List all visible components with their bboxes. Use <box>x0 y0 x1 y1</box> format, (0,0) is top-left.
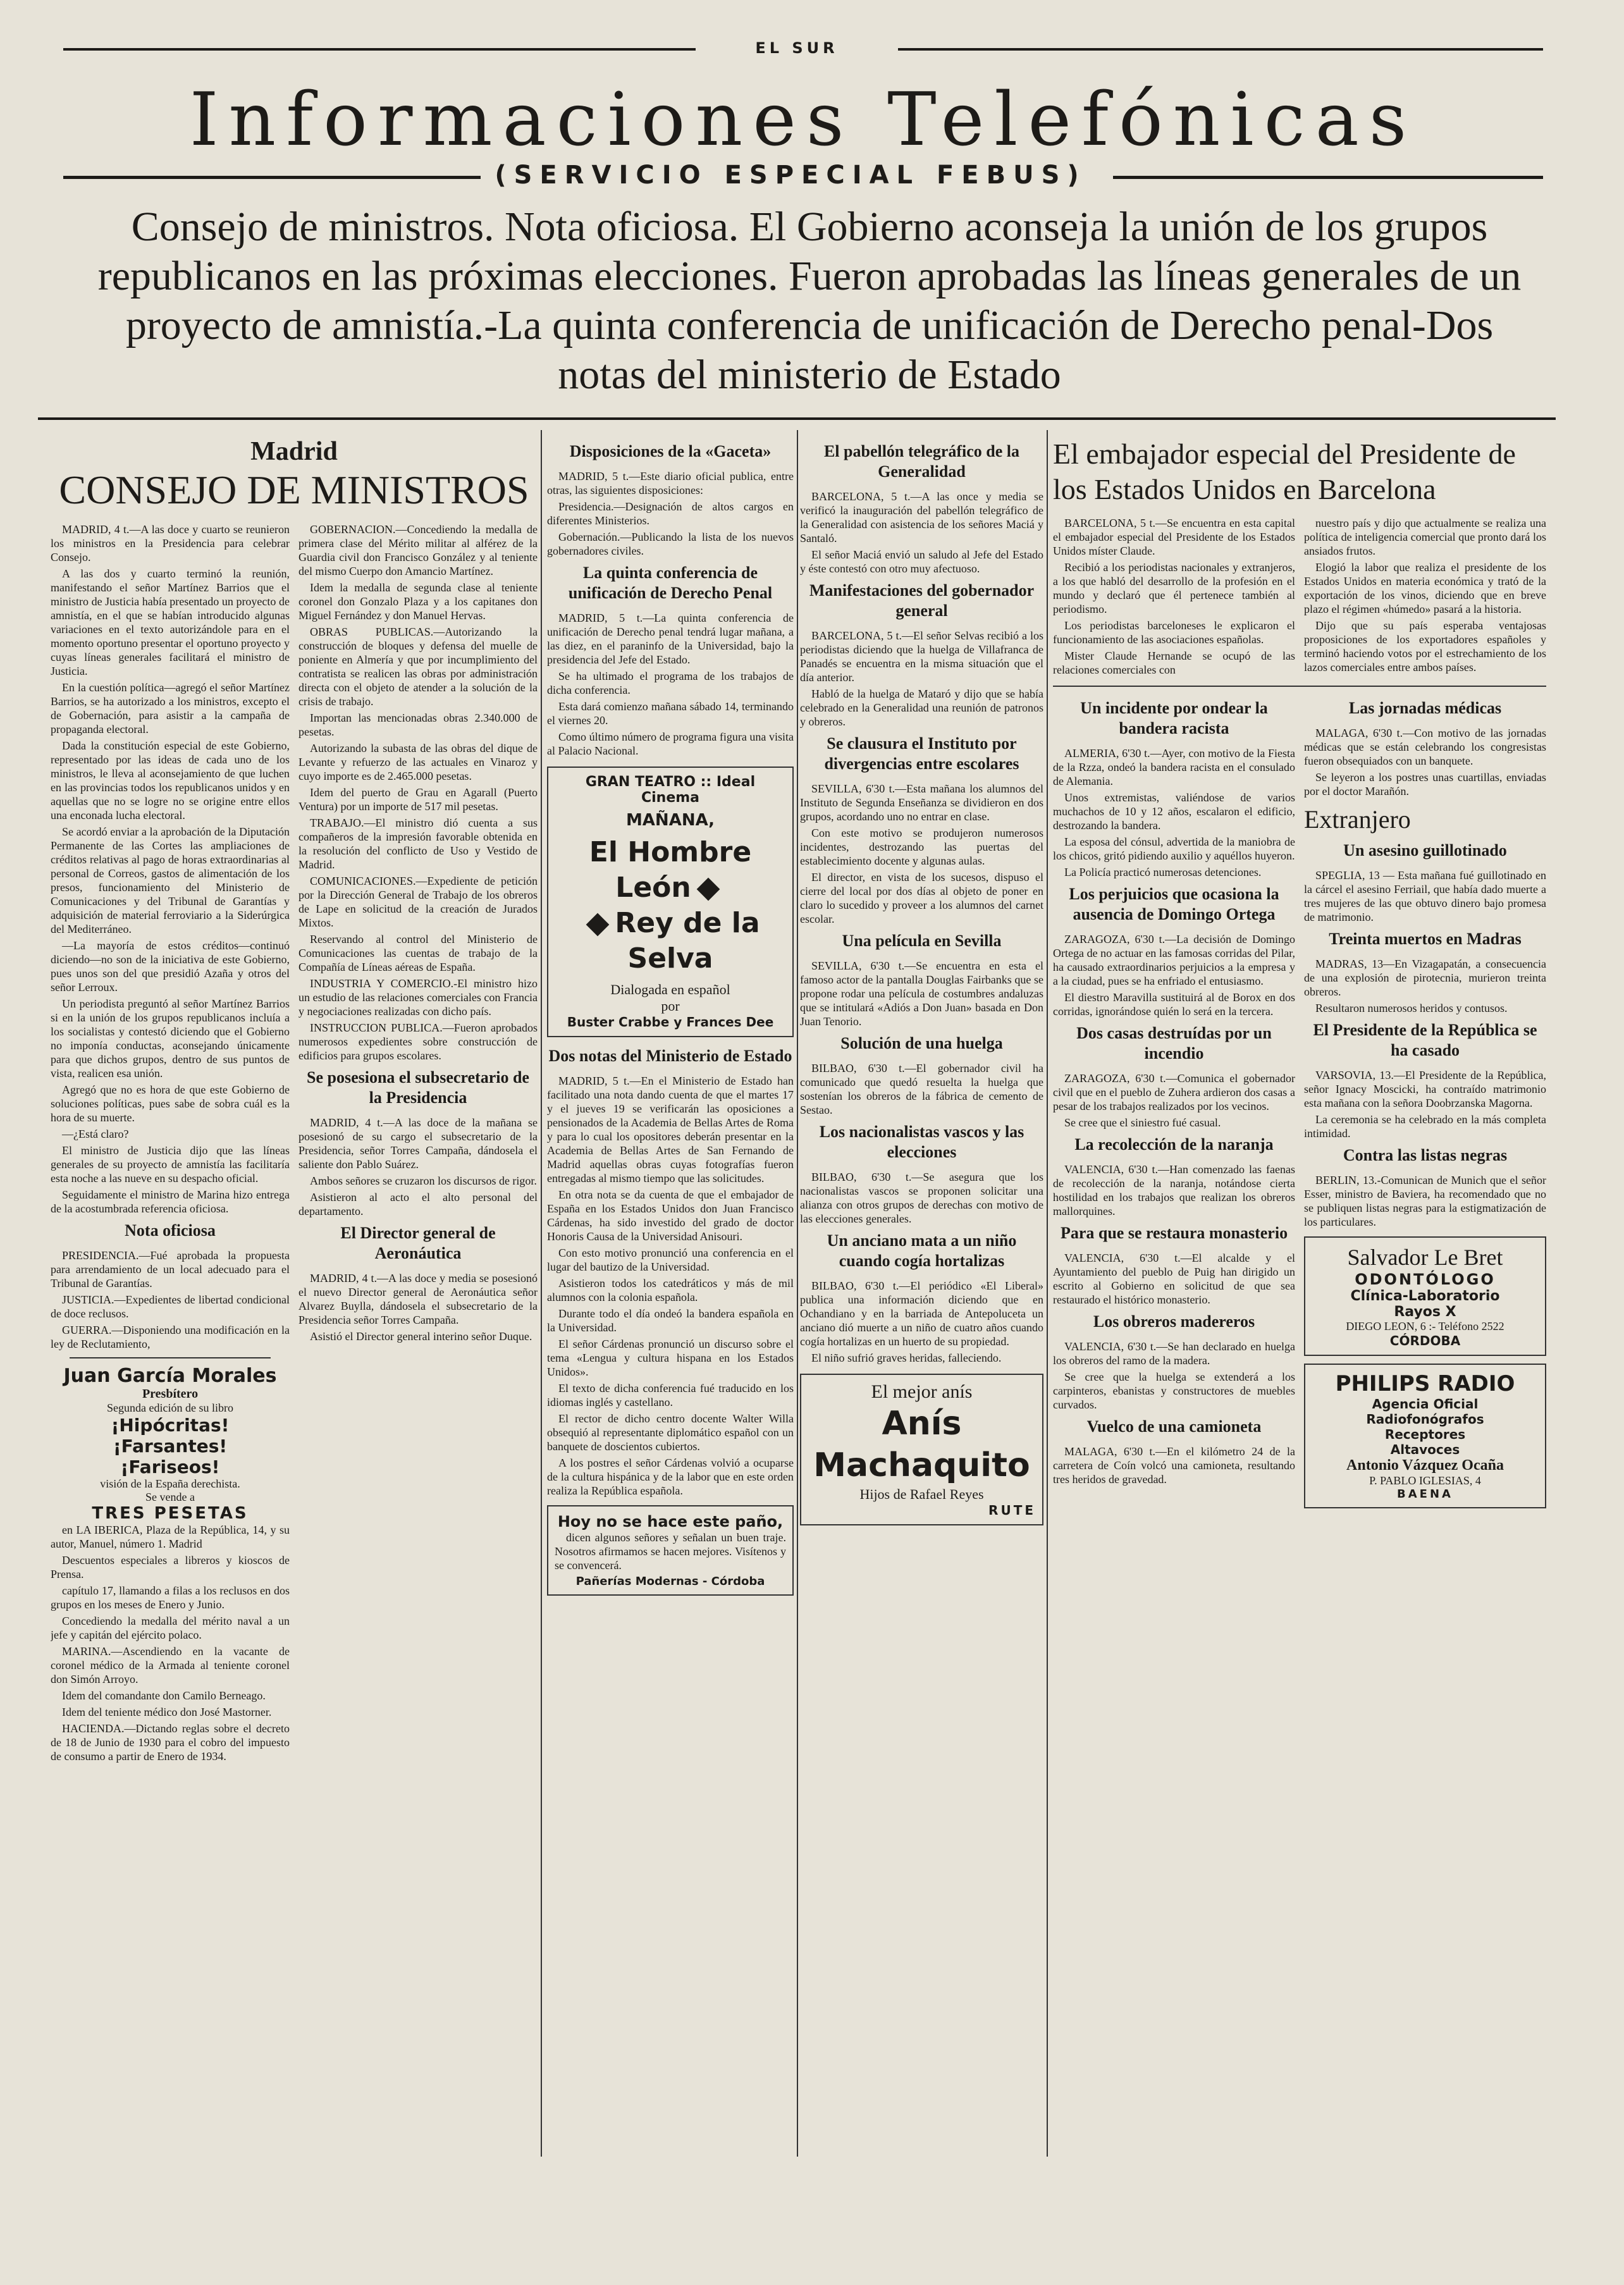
ad-language: Dialogada en español <box>610 982 730 997</box>
paragraph: SPEGLIA, 13 — Esta mañana fué guillotinado en la cárcel el asesino Ferriail, que había dado muerte a tres mujeres de las que obtuvo dinero bajo promesa de matrimonio. <box>1304 869 1546 923</box>
ad-description: visión de la España derechista. <box>100 1477 240 1490</box>
headline-rule <box>38 417 1556 420</box>
paragraph: Idem del teniente médico don José Mastorner. <box>62 1706 272 1718</box>
paragraph: La ceremonia se ha celebrado en la más completa intimidad. <box>1304 1113 1546 1140</box>
subtitle: (SERVICIO ESPECIAL FEBUS) <box>495 161 1086 190</box>
ad-sale: Se vende a <box>145 1491 195 1503</box>
paragraph: Mister Claude Hernande se ocupó de las relaciones comerciales con <box>1053 650 1295 676</box>
paragraph: Reservando al control del Ministerio de Comunicaciones las cuentas de trabajo de la Compañía de Líneas aéreas de España. <box>298 933 538 973</box>
paragraph: El texto de dicha conferencia fué traducido en los idiomas inglés y castellano. <box>547 1382 794 1408</box>
lead-left <box>1053 516 1295 679</box>
paragraph: El ministro de Justicia dijo que las líneas generales de su proyecto de amnistía las facilitaría esta noche a las nueve en su despacho oficial. <box>51 1144 290 1185</box>
paragraph: Se cree que el siniestro fué casual. <box>1064 1116 1221 1129</box>
paragraph: BILBAO, 6'30 t.—El periódico «El Liberal» publica una información diciendo que en Ochandiano y en la barriada de Antepoluceta un anciano dió muerte a un niño de cuatro años cuando cogía hortalizas en un huerto de su propiedad. <box>800 1279 1043 1348</box>
section-title: Disposiciones de la «Gaceta» <box>569 442 772 460</box>
paragraph: INDUSTRIA Y COMERCIO.-El ministro hizo un estudio de las relaciones comerciales con Francia y negociaciones realizadas con dicho país. <box>298 977 538 1018</box>
ad-when: MAÑANA, <box>625 811 715 830</box>
ad-city: CÓRDOBA <box>1389 1333 1461 1348</box>
paragraph: MADRID, 4 t.—A las doce y cuarto se reunieron los ministros en la Presidencia para celebrar Consejo. <box>51 523 290 564</box>
paragraphs <box>1053 1444 1295 1486</box>
subtitle-rule-right <box>1113 176 1543 179</box>
paragraph: Autorizando la subasta de las obras del dique de Levante y refuerzo de las actuales en Vinaroz y cuyo importe es de 2.465.000 pesetas. <box>298 742 538 782</box>
paragraph: Se ha ultimado el programa de los trabajos de dicha conferencia. <box>547 670 794 696</box>
paragraph: MADRID, 5 t.—La quinta conferencia de unificación de Derecho penal tendrá lugar mañana, a las diez, en el paraninfo de la Universidad, bajo la presidencia del Jefe del Estado. <box>547 612 794 666</box>
paragraph: Elogió la labor que realiza el presidente de los Estados Unidos en materia económica y trató de la exportación de los vinos, diciendo que en breve plazo el régimen «húmedo» pasará a la historia. <box>1304 561 1546 615</box>
madrid-paragraphs <box>51 522 290 1216</box>
paragraph: Importan las mencionadas obras 2.340.000 de pesetas. <box>298 711 538 738</box>
lead-right <box>1304 516 1546 679</box>
ad-brand: PHILIPS RADIO <box>1335 1371 1515 1396</box>
radio-advertisement <box>1304 1364 1546 1508</box>
paragraph: OBRAS PUBLICAS.—Autorizando la construcción de bloques y defensa del muelle de poniente en Almería y que por incumplimiento del contratista se realicen las obras por administración directa con el objeto de atender a la solución de la crisis de trabajo. <box>298 625 538 708</box>
paragraph: BILBAO, 6'30 t.—El gobernador civil ha comunicado que quedó resuelta la huelga que sostenían los obreros de la fábrica de cemento de Sestao. <box>800 1062 1043 1116</box>
right-columns <box>1053 693 1546 1508</box>
ad-film <box>555 906 786 976</box>
paragraph: Gobernación.—Publicando la lista de los nuevos gobernadores civiles. <box>547 531 794 557</box>
ad-line: ¡Farsantes! <box>113 1436 228 1457</box>
paragraphs <box>800 1061 1043 1117</box>
ad-city: BAENA <box>1397 1487 1453 1501</box>
film-title: Rey de la Selva <box>615 907 760 975</box>
section-title: El Director general de Aeronáutica <box>340 1224 496 1262</box>
paragraph: Con este motivo se produjeron numerosos incidentes, destrozando las puertas del establecimiento docente y algunas aulas. <box>800 827 1043 867</box>
ad-author: Juan García Morales <box>63 1365 277 1387</box>
section-title: Manifestaciones del gobernador general <box>809 581 1035 620</box>
main-headline: Consejo de ministros. Nota oficiosa. El Gobierno aconseja la unión de los grupos republicanos en las próximas elecciones. Fueron aprobadas las líneas generales de un proyecto de amnistía.-La quinta conferencia de unificación de Derecho penal-Dos notas del ministerio de Estado <box>97 204 1522 398</box>
section-title: El Presidente de la República se ha casado <box>1313 1021 1537 1059</box>
paragraph: Asistieron al acto el alto personal del departamento. <box>298 1191 538 1217</box>
paragraph: nuestro país y dijo que actualmente se realiza una política de inteligencia comercial que pronto dará los ansiados frutos. <box>1304 517 1546 557</box>
paragraph: VALENCIA, 6'30 t.—Se han declarado en huelga los obreros del ramo de la madera. <box>1053 1340 1295 1367</box>
paragraph: El señor Cárdenas pronunció un discurso sobre el tema «Lengua y cultura hispana en los Estados Unidos». <box>547 1338 794 1378</box>
ad-line: ¡Fariseos! <box>120 1457 220 1477</box>
gaceta-paragraphs <box>547 469 794 558</box>
ad-line: ¡Hipócritas! <box>111 1415 230 1436</box>
paragraph: Agregó que no es hora de que este Gobierno de soluciones políticas, pues sabe de sobra cuál es la hora de su muerte. <box>51 1083 290 1124</box>
ad-address: DIEGO LEON, 6 :- Teléfono 2522 <box>1346 1320 1504 1333</box>
paragraph: INSTRUCCION PUBLICA.—Fueron aprobados numerosos expedientes sobre construcción de edificios para grupos escolares. <box>298 1021 538 1062</box>
paragraph: BERLIN, 13.-Comunican de Munich que el señor Esser, ministro de Baviera, ha recomendado que no se publiquen listas negras para la estigmatización de los particulares. <box>1304 1174 1546 1228</box>
ad-edition: Segunda edición de su libro <box>107 1401 233 1414</box>
tailor-advertisement <box>547 1505 794 1596</box>
section-title: Los obreros madereros <box>1093 1312 1255 1331</box>
paragraph: En otra nota se da cuenta de que el embajador de España en los Estados Unidos don Juan Francisco Cárdenas, ha sido investido del grado de doctor Honoris Causa de la Universidad Anisouri. <box>547 1188 794 1243</box>
paragraph: MADRAS, 13—En Vizagapatán, a consecuencia de una explosión de pirotecnia, murieron treinta obreros. <box>1304 958 1546 998</box>
paragraph: MADRID, 4 t.—A las doce y media se posesionó el nuevo Director general de Aeronáutica señor Alvarez Buylla, dándosela el subsecretario de la Presidencia señor Torres Campaña. <box>298 1272 538 1326</box>
ad-role: Presbítero <box>142 1387 199 1401</box>
section-title: Los perjuicios que ocasiona la ausencia de Domingo Ortega <box>1069 885 1279 923</box>
column-rule <box>1047 430 1048 2157</box>
section-title: Dos casas destruídas por un incendio <box>1076 1024 1272 1062</box>
paragraph: VALENCIA, 6'30 t.—Han comenzado las faenas de recolección de la naranja, notándose cierta hostilidad en los trabajos que realizan los obreros mallorquines. <box>1053 1163 1295 1217</box>
ad-body: dicen algunos señores y señalan un buen traje. Nosotros afirmamos se hacen mejores. Visítenos y se convencerá. <box>555 1531 786 1572</box>
paragraph: HACIENDA.—Dictando reglas sobre el decreto de 18 de Junio de 1930 para el cobro del impuesto de consumo a partir de Enero de 1934. <box>51 1722 290 1763</box>
paragraph: Habló de la huelga de Mataró y dijo que se había celebrado en la Generalidad una reunión de patronos y obreros. <box>800 687 1043 728</box>
section-title: Una película en Sevilla <box>842 932 1002 950</box>
paragraph: GUERRA.—Disponiendo una modificación en la ley de Reclutamiento, <box>51 1324 290 1350</box>
masthead-rule-left <box>63 48 696 51</box>
paragraph: Con esto motivo pronunció una conferencia en el lugar del bautizo de la Universidad. <box>547 1247 794 1273</box>
paragraph: El diestro Maravilla sustituirá al de Borox en dos corridas, ignorándose quién lo será en la tercera. <box>1053 991 1295 1018</box>
masthead: EL SUR <box>755 39 839 57</box>
section-title: Para que se restaura monasterio <box>1060 1224 1288 1242</box>
paragraph: MALAGA, 6'30 t.—En el kilómetro 24 de la carretera de Coín volcó una camioneta, resultando tres heridos de gravedad. <box>1053 1445 1295 1486</box>
paragraph: Durante todo el día ondeó la bandera española en la Universidad. <box>547 1307 794 1334</box>
paragraph: Idem del comandante don Camilo Berneago. <box>62 1689 266 1702</box>
section-title: Un incidente por ondear la bandera racista <box>1080 699 1268 737</box>
paragraph: MADRID, 5 t.—En el Ministerio de Estado han facilitado una nota dando cuenta de que el martes 17 y el jueves 19 se verificarán las oposiciones a pensionados de la Academia de Bellas Artes de Roma y para lo cual los opositores deberán presentar en la Academia de Bellas Artes de San Fernando de Madrid aquellas obras cuyas fotografías fueron entregadas al mismo tiempo que las solicitudes. <box>547 1075 794 1185</box>
section-kicker: Madrid <box>250 437 338 466</box>
film-title: El Hombre León <box>589 836 752 904</box>
paragraph: ZARAGOZA, 6'30 t.—La decisión de Domingo Ortega de no actuar en las famosas corridas del Pilar, ha causado extraordinarios perjuicios a la empresa y a la ciudad, pues se ha enfriado el entusiasmo. <box>1053 933 1295 987</box>
paragraph: Como último número de programa figura una visita al Palacio Nacional. <box>547 730 794 757</box>
ad-top: El mejor anís <box>871 1381 973 1402</box>
ad-dealer: Antonio Vázquez Ocaña <box>1346 1457 1504 1474</box>
paragraph: BARCELONA, 5 t.—Se encuentra en esta capital el embajador especial del Presidente de los Estados Unidos míster Claude. <box>1053 517 1295 557</box>
paragraph: La Policía practicó numerosas detenciones. <box>1064 866 1262 878</box>
paragraph: Asistió el Director general interino señor Duque. <box>310 1330 532 1343</box>
paragraphs <box>800 490 1043 576</box>
conference-paragraphs <box>547 611 794 758</box>
paragraph: PRESIDENCIA.—Fué aprobada la propuesta para arrendamiento de un local adecuado para el Tribunal de Garantías. <box>51 1249 290 1290</box>
paragraphs <box>1053 1340 1295 1412</box>
section-title: Se clausura el Instituto por divergencias entre escolares <box>824 734 1019 773</box>
masthead-rule-right <box>898 48 1543 51</box>
paragraph: SEVILLA, 6'30 t.—Esta mañana los alumnos del Instituto de Segunda Enseñanza se dividieron en dos grupos, acordando uno no entrar en clase. <box>800 782 1043 823</box>
paragraph: Asistieron todos los catedráticos y más de mil alumnos con la colonia española. <box>547 1277 794 1303</box>
paragraph: TRABAJO.—El ministro dió cuenta a sus compañeros de la impresión favorable obtenida en la resolución del conflicto de Uso y Vestido de Madrid. <box>298 816 538 871</box>
paragraphs <box>1053 1251 1295 1307</box>
paragraphs <box>800 959 1043 1028</box>
divider <box>70 1357 271 1358</box>
paragraphs <box>1053 746 1295 879</box>
paragraph: La esposa del cónsul, advertida de la maniobra de los chicos, gritó pidiendo auxilio y aquéllos huyeron. <box>1053 835 1295 862</box>
paragraph: Los periodistas barceloneses le explicaron el funcionamiento de las asociaciones españolas. <box>1053 619 1295 646</box>
paragraphs <box>1304 1173 1546 1229</box>
section-title: Nota oficiosa <box>125 1221 216 1240</box>
paragraph: VARSOVIA, 13.—El Presidente de la República, señor Ignacy Moscicki, ha contraído matrimonio esta mañana con la señora Doobrzanska Magorna. <box>1304 1069 1546 1109</box>
paragraph: En la cuestión política—agregó el señor Martínez Barrios, se ha autorizado a los ministros, excepto el de Gobernación, para asistir a la campaña de propaganda electoral. <box>51 681 290 736</box>
paragraphs <box>1053 932 1295 1018</box>
paragraph: —¿Está claro? <box>62 1128 129 1140</box>
paragraph: ALMERIA, 6'30 t.—Ayer, con motivo de la Fiesta de la Rzza, ondeó la bandera racista en el consulado de Alemania. <box>1053 747 1295 787</box>
paragraph: El director, en vista de los sucesos, dispuso el cierre del local por dos días al objeto de poner en claro lo sucedido y proveer a los alumnos del carnet escolar. <box>800 871 1043 925</box>
page-title: Informaciones Telefónicas <box>189 77 1417 163</box>
estado-paragraphs <box>547 1074 794 1498</box>
right-col-right <box>1304 693 1546 1508</box>
paragraph: Idem la medalla de segunda clase al teniente coronel don Gonzalo Plaza y a los capitanes don Miguel Fernández y don Manuel Hervas. <box>298 581 538 622</box>
section-title: Treinta muertos en Madras <box>1329 930 1522 948</box>
paragraph: Idem del puerto de Grau en Agarall (Puerto Ventura) por un importe de 517 mil pesetas. <box>298 786 538 813</box>
paragraph: ZARAGOZA, 6'30 t.—Comunica el gobernador civil que en el pueblo de Zuhera ardieron dos casas a pesar de los trabajos realizados por los vecinos. <box>1053 1072 1295 1112</box>
paragraph: capítulo 17, llamando a filas a los reclusos en dos grupos en los meses de Enero y Junio. <box>51 1584 290 1611</box>
section-title: Se posesiona el subsecretario de la Presidencia <box>307 1068 529 1107</box>
diamond-icon <box>586 913 610 937</box>
ad-theater: GRAN TEATRO :: Ideal Cinema <box>585 774 756 806</box>
section-title: La quinta conferencia de unificación de Derecho Penal <box>568 564 773 602</box>
cinema-advertisement <box>547 767 794 1037</box>
paragraphs <box>1304 957 1546 1015</box>
section-title: Vuelco de una camioneta <box>1086 1417 1262 1436</box>
paragraph: Esta dará comienzo mañana sábado 14, terminando el viernes 20. <box>547 700 794 727</box>
diamond-icon <box>696 878 720 901</box>
ad-price: TRES PESETAS <box>92 1504 249 1523</box>
ad-line: Rayos X <box>1394 1304 1456 1320</box>
paragraphs <box>800 1170 1043 1226</box>
ad-film <box>555 835 786 906</box>
paragraphs <box>1304 868 1546 924</box>
paragraph: Un periodista preguntó al señor Martínez Barrios si en la unión de los grupos republicanos incluía a los socialistas y contestó diciendo que el Gobierno no imponía conductas, aconsejando únicamente para que dichos grupos, dentro de sus puntos de vista, realicen esa unión. <box>51 997 290 1080</box>
paragraph: COMUNICACIONES.—Expediente de petición por la Dirección General de Trabajo de los obreros de Lape en solicitud de la creación de Jurados Mixtos. <box>298 875 538 929</box>
right-col-left <box>1053 693 1295 1508</box>
paragraphs <box>1304 1068 1546 1140</box>
section-title: El pabellón telegráfico de la Generalidad <box>823 442 1020 481</box>
section-title: Las jornadas médicas <box>1348 699 1502 717</box>
paragraph: A las dos y cuarto terminó la reunión, manifestando el señor Martínez Barrios que el ministro de Justicia había presentado un proyecto de amnistía, en el que se habían introducido algunas variaciones en el texto autorizándole para en el momento oportuno presentar el oportuno proyecto y cuyas líneas generales facilitará el ministro de Justicia. <box>51 567 290 677</box>
section-title: Un asesino guillotinado <box>1343 841 1507 859</box>
paragraph: El señor Maciá envió un saludo al Jefe del Estado y éste contestó con otro muy afectuoso. <box>800 548 1043 575</box>
ad-maker: Hijos de Rafael Reyes <box>859 1486 984 1502</box>
ad-location: en LA IBERICA, Plaza de la República, 14, y su autor, Manuel, número 1. Madrid <box>51 1524 290 1550</box>
ad-headline: Hoy no se hace este paño, <box>557 1513 784 1531</box>
anis-advertisement <box>800 1374 1043 1525</box>
paragraph: BARCELONA, 5 t.—A las once y media se verificó la inauguración del pabellón telegráfico de la Generalidad con asistencia de los señores Maciá y Santaló. <box>800 490 1043 545</box>
paragraph: GOBERNACION.—Concediendo la medalla de primera clase del Mérito militar al alférez de la Guardia civil don Francisco González y al teniente del mismo Cuerpo don Amancio Martínez. <box>298 523 538 577</box>
paragraph: El niño sufrió graves heridas, falleciendo. <box>811 1352 1002 1364</box>
section-title: Contra las listas negras <box>1343 1146 1508 1164</box>
paragraph: Recibió a los periodistas nacionales y extranjeros, a los que habló del desarrollo de la profesión en el mundo y declaró que él pertenece también al periodismo. <box>1053 561 1295 615</box>
section-title: Dos notas del Ministerio de Estado <box>548 1047 792 1065</box>
ad-actors: Buster Crabbe y Frances Dee <box>567 1014 774 1030</box>
ad-discount: Descuentos especiales a libreros y kioscos de Prensa. <box>51 1554 290 1580</box>
paragraphs <box>1053 1162 1295 1218</box>
paragraph: El rector de dicho centro docente Walter Willa obsequió al representante diplomático español con un banquete de doscientos cubiertos. <box>547 1412 794 1453</box>
paragraphs <box>800 1279 1043 1365</box>
ad-line: Receptores <box>1384 1427 1466 1442</box>
section-title: CONSEJO DE MINISTROS <box>59 467 529 512</box>
paragraph: BARCELONA, 5 t.—El señor Selvas recibió a los periodistas diciendo que la huelga de Villafranca de Panadés se encuentra en la misma situación que el día anterior. <box>800 629 1043 684</box>
ad-brand: Anís Machaquito <box>813 1405 1030 1484</box>
nota-paragraphs <box>51 1248 290 1351</box>
paragraph: Concediendo la medalla del mérito naval a un jefe y capitán del ejército polaco. <box>51 1615 290 1641</box>
paragraph: MADRID, 4 t.—A las doce de la mañana se posesionó de su cargo el subsecretario de la Presidencia, señor Torres Campaña, dándosela el saliente don Pablo Suárez. <box>298 1116 538 1171</box>
paragraphs <box>1304 726 1546 798</box>
paragraph: Presidencia.—Designación de altos cargos en diferentes Ministerios. <box>547 500 794 527</box>
column-rule <box>797 430 798 2157</box>
ad-name: Salvador Le Bret <box>1347 1245 1503 1270</box>
paragraph: —La mayoría de estos créditos—continuó diciendo—no son de la iniciativa de este Gobierno, pues unos son del que presidió Azaña y otros del señor Lerroux. <box>51 939 290 994</box>
book-advertisement <box>51 1365 290 1581</box>
column-gaceta <box>547 436 794 2157</box>
column-right <box>1053 436 1546 2157</box>
ad-line: Agencia Oficial <box>1372 1396 1479 1412</box>
paragraph: MARINA.—Ascendiendo en la vacante de coronel médico de la Armada al teniente coronel don Simón Arroyo. <box>51 1645 290 1685</box>
column-rule <box>541 430 542 2157</box>
paragraph: BILBAO, 6'30 t.—Se asegura que los nacionalistas vascos se proponen solicitar una alianza con otros grupos de derechas con motivo de las elecciones generales. <box>800 1171 1043 1225</box>
lead-title: El embajador especial del Presidente de los Estados Unidos en Barcelona <box>1053 438 1516 505</box>
dentist-advertisement <box>1304 1236 1546 1356</box>
paragraphs <box>800 629 1043 729</box>
paragraph: JUSTICIA.—Expedientes de libertad condicional de doce reclusos. <box>51 1293 290 1320</box>
ad-line: Altavoces <box>1390 1442 1460 1457</box>
paragraph: Seguidamente el ministro de Marina hizo entrega de la acostumbrada referencia oficiosa. <box>51 1188 290 1215</box>
divider <box>1053 686 1546 687</box>
ad-town: RUTE <box>988 1503 1036 1518</box>
column-decrees <box>297 525 538 2157</box>
paragraph: Ambos señores se cruzaron los discursos de rigor. <box>310 1174 537 1187</box>
paragraph: Unos extremistas, valiéndose de varios muchachos de 10 y 12 años, escalaron el edificio, destrozando la bandera. <box>1053 791 1295 832</box>
paragraph: Resultaron numerosos heridos y contusos. <box>1315 1002 1508 1014</box>
ad-line: Radiofonógrafos <box>1366 1412 1484 1427</box>
section-title: Los nacionalistas vascos y las elecciones <box>819 1123 1024 1161</box>
column-regional <box>800 436 1043 2157</box>
paragraph: Se acordó enviar a la aprobación de la Diputación Permanente de las Cortes las ampliaciones de créditos relativas al pago de horas extraordinarias al personal de Correos, gastos de alimentación de los presos, funcionamiento del Ministerio de Comunicaciones y del Tribunal de Garantías y adquisición de material ferroviario a la Siderúrgica del Mediterráneo. <box>51 825 290 935</box>
ad-footer: Pañerías Modernas - Córdoba <box>575 1575 765 1588</box>
ad-title: ODONTÓLOGO <box>1355 1271 1496 1288</box>
ad-address: P. PABLO IGLESIAS, 4 <box>1369 1474 1481 1487</box>
lead-body <box>1053 516 1546 679</box>
ad-line: Clínica-Laboratorio <box>1350 1288 1500 1304</box>
paragraph: Se cree que la huelga se extenderá a los carpinteros, ebanistas y constructores de muebles curvados. <box>1053 1370 1295 1411</box>
paragraphs <box>1053 1071 1295 1130</box>
paragraph: Dijo que su país esperaba ventajosas proposiciones de los exportadores españoles y terminó haciendo votos por el estrechamiento de los lazos comerciales entre ambos países. <box>1304 619 1546 674</box>
paragraph: SEVILLA, 6'30 t.—Se encuentra en esta el famoso actor de la pantalla Douglas Fairbanks que se propone rodar una película de costumbres andaluzas que se intitulará «Adiós a Don Juan» basada en Don Juan Tenorio. <box>800 959 1043 1028</box>
ad-by: por <box>661 998 680 1014</box>
section-extranjero: Extranjero <box>1304 805 1411 834</box>
paragraphs <box>800 782 1043 926</box>
section-title: Solución de una huelga <box>840 1034 1003 1052</box>
section-title: Un anciano mata a un niño cuando cogía hortalizas <box>827 1231 1017 1270</box>
paragraph: VALENCIA, 6'30 t.—El alcalde y el Ayuntamiento del pueblo de Puig han dirigido un escrito al Gobierno en solicitud de que sea restaurado el histórico monasterio. <box>1053 1252 1295 1306</box>
paragraph: MALAGA, 6'30 t.—Con motivo de las jornadas médicas que se están celebrando los congresistas fueron obsequiados con un banquete. <box>1304 727 1546 767</box>
paragraph: Dada la constitución especial de este Gobierno, representado por las ideas de cada uno de los ministros, le lleva al aconsejamiento de que luchen en las provincias todos los republicanos unidos y en aquellas que no se logre no se origine entre ellos una enconada lucha electoral. <box>51 739 290 822</box>
paragraph: MADRID, 5 t.—Este diario oficial publica, entre otras, las siguientes disposiciones: <box>547 470 794 496</box>
paragraph: A los postres el señor Cárdenas volvió a ocuparse de la cultura hispánica y de la labor que en este orden realiza la República española. <box>547 1457 794 1497</box>
section-title: La recolección de la naranja <box>1074 1135 1274 1154</box>
paragraph: Se leyeron a los postres unas cuartillas, enviadas por el doctor Marañón. <box>1304 771 1546 798</box>
